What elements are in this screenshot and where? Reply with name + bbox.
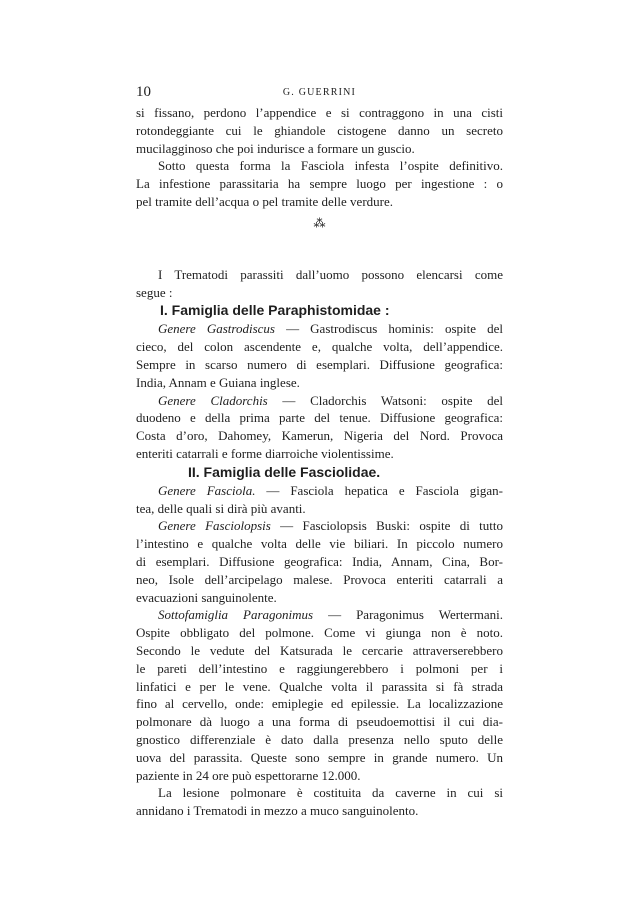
dash: — (266, 482, 280, 498)
genus-line (136, 482, 503, 500)
text-line: linfatici e per le vene. Qualche volta il parassita si fà strada (136, 678, 503, 694)
genus-name: Sottofamiglia Paragonimus (158, 607, 314, 623)
genus-description: Gastrodiscus hominis: ospite del (310, 321, 503, 337)
page-header (136, 84, 503, 104)
text-line: neo, Isole dell’arcipelago malese. Provoca enteriti catarrali a (136, 571, 503, 587)
text-line: polmonare dà luogo a una forma di pseudoemottisi il cui dia- (136, 714, 503, 730)
text-line: cieco, del colon ascendente e, qualche volta, dell’appendice. (136, 339, 503, 355)
text-line: le pareti dell’intestino e raggiungerebbero i polmoni per i (136, 660, 503, 676)
text-line: enteriti catarrali e forme diarroiche violentissime. (136, 445, 394, 461)
text-line: tea, delle quali si dirà più avanti. (136, 500, 306, 516)
genus-line (136, 392, 503, 410)
family-heading: I. Famiglia delle Paraphistomidae : (160, 302, 390, 319)
dash: — (328, 607, 342, 623)
dash: — (280, 518, 294, 534)
text-line: Sotto questa forma la Fasciola infesta l’ospite definitivo. (158, 158, 503, 174)
text-line: La infestione parassitaria ha sempre luogo per ingestione : o (136, 176, 503, 192)
text-line: annidano i Trematodi in mezzo a muco sanguinolento. (136, 803, 419, 819)
text-line: duodeno e della prima parte del tenue. Diffusione geografica: (136, 410, 503, 426)
genus-name: Genere Fasciola. (158, 482, 256, 498)
genus-line (136, 606, 503, 624)
text-line: I Trematodi parassiti dall’uomo possono elencarsi come (158, 266, 503, 282)
text-line: rotondeggiante cui le ghiandole cistogene danno un secreto (136, 122, 503, 138)
text-line: Ospite obbligato del polmone. Come vi giunga non è noto. (136, 625, 503, 641)
text-line: l’intestino e qualche volta delle vie biliari. In piccolo numero (136, 536, 503, 552)
text-line: si fissano, perdono l’appendice e si contraggono in una cisti (136, 105, 503, 120)
text-line: fino al cervello, onde: emiplegie ed epilessie. La localizzazione (136, 696, 503, 712)
genus-description: Cladorchis Watsoni: ospite del (310, 392, 504, 408)
body-text (136, 104, 503, 820)
asterism-ornament: ⁂ (313, 215, 326, 230)
text-line: pel tramite dell’acqua o pel tramite delle verdure. (136, 193, 393, 209)
dash: — (286, 321, 300, 337)
text-line: di esemplari. Diffusione geografica: India, Annam, Cina, Bor- (136, 553, 503, 569)
genus-name: Genere Fasciolopsis (158, 518, 271, 534)
genus-name: Genere Gastrodiscus (158, 321, 275, 337)
text-line: India, Annam e Guiana inglese. (136, 374, 300, 390)
genus-description: Paragonimus Wertermani. (356, 607, 503, 623)
text-line: uova del parassita. Queste sono sempre in grande numero. Un (136, 749, 503, 765)
genus-description: Fasciolopsis Buski: ospite di tutto (302, 518, 504, 534)
genus-description: Fasciola hepatica e Fasciola gigan- (290, 482, 503, 498)
text-line: Costa d’oro, Dahomey, Kamerun, Nigeria del Nord. Provoca (136, 428, 503, 444)
dash: — (282, 392, 296, 408)
genus-name: Genere Cladorchis (158, 392, 268, 408)
family-heading: II. Famiglia delle Fasciolidae. (188, 463, 381, 480)
text-line: Secondo le vedute del Katsurada le cercarie attraverserebbero (136, 642, 503, 658)
text-line: paziente in 24 ore può espettorarne 12.000. (136, 767, 361, 783)
text-line: segue : (136, 284, 173, 300)
running-head: G. GUERRINI (282, 87, 357, 98)
section-break (136, 211, 503, 266)
genus-line (136, 517, 503, 535)
genus-line (136, 320, 503, 338)
page-number: 10 (136, 84, 151, 100)
text-line: La lesione polmonare è costituita da caverne in cui si (158, 785, 503, 801)
text-line: Sempre in scarso numero di esemplari. Diffusione geografica: (136, 356, 503, 372)
text-line: gnostico differenziale è dato dalla presenza nello sputo delle (136, 731, 503, 747)
text-line: mucilagginoso che poi indurisce a formare un guscio. (136, 140, 415, 156)
text-line: evacuazioni sanguinolente. (136, 589, 277, 605)
